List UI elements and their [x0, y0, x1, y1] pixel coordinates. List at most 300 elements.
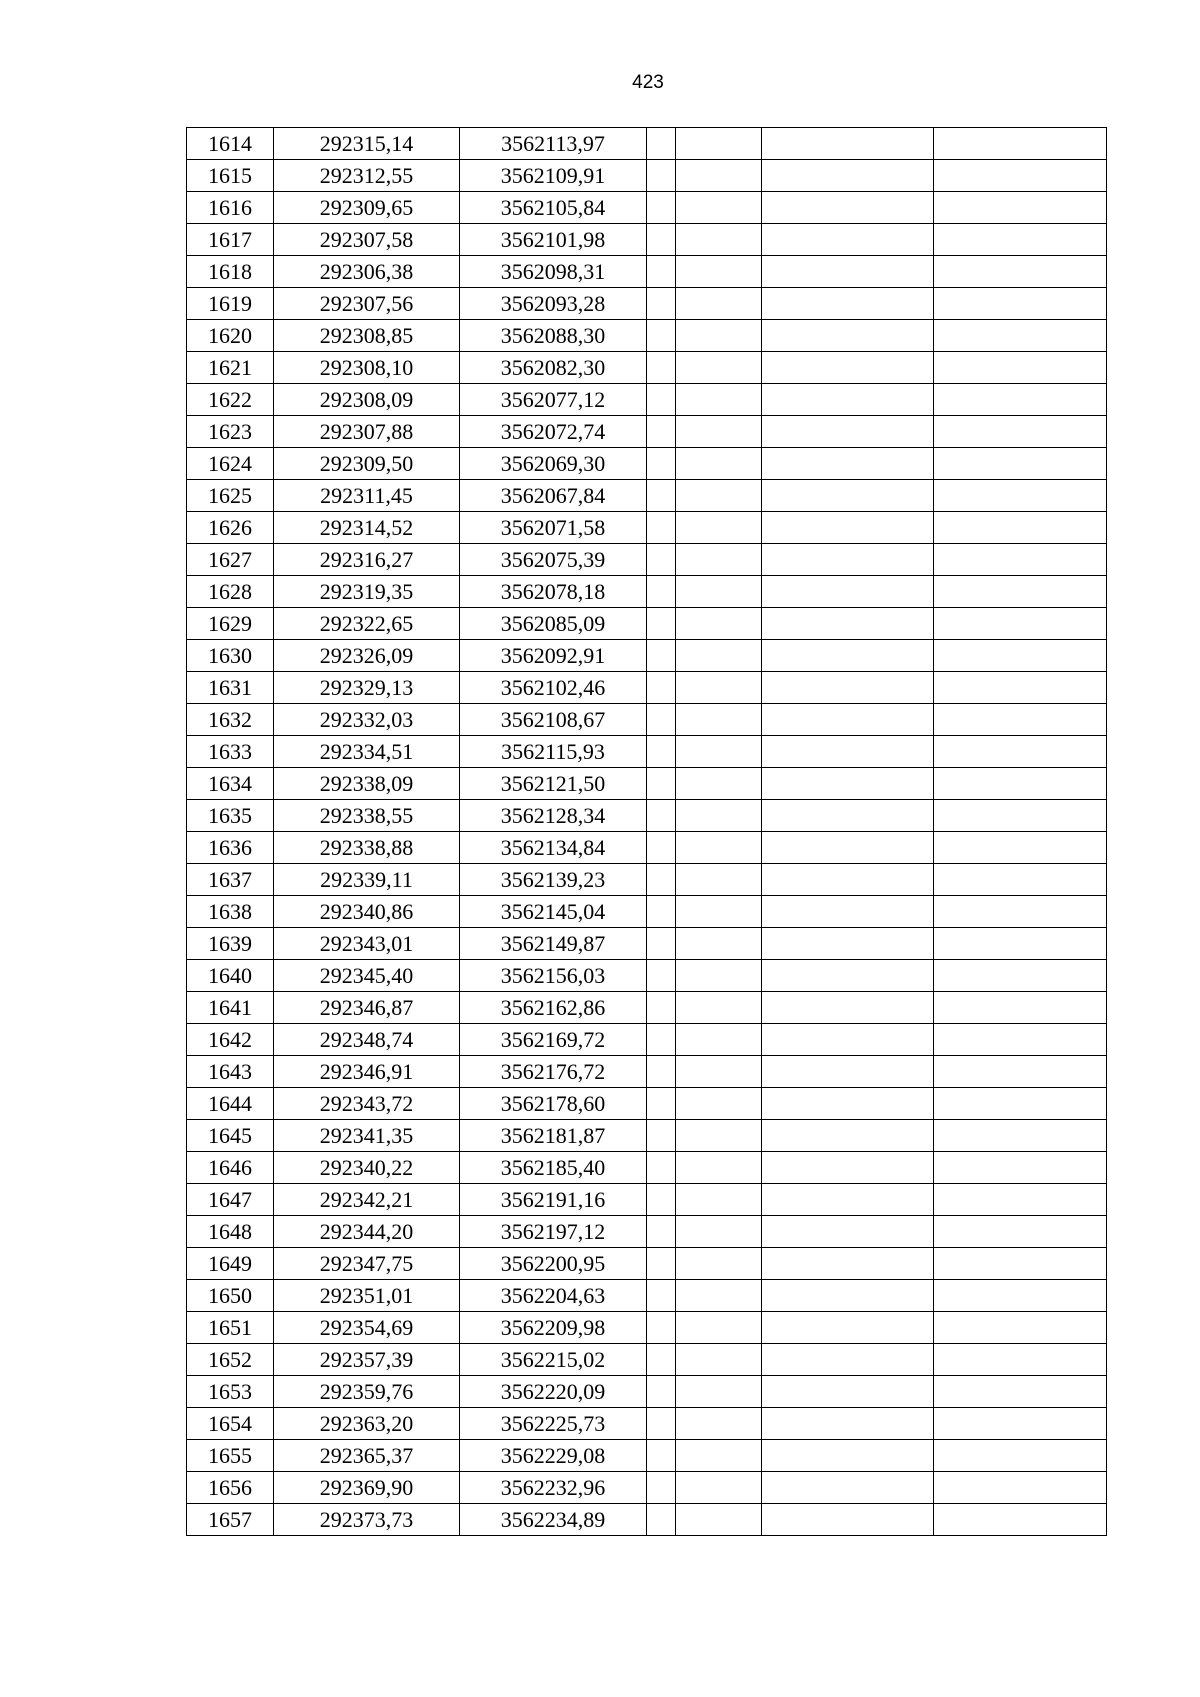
empty-cell	[934, 800, 1107, 832]
y-coordinate-cell: 3562128,34	[460, 800, 647, 832]
empty-cell	[762, 1440, 934, 1472]
empty-cell	[934, 672, 1107, 704]
x-coordinate-cell: 292338,55	[274, 800, 460, 832]
x-coordinate-cell: 292363,20	[274, 1408, 460, 1440]
y-coordinate-cell: 3562108,67	[460, 704, 647, 736]
coordinates-table	[186, 127, 1107, 1536]
table-row	[187, 1344, 1107, 1376]
empty-cell	[647, 512, 676, 544]
empty-cell	[762, 1472, 934, 1504]
empty-cell	[762, 288, 934, 320]
empty-cell	[647, 1088, 676, 1120]
y-coordinate-cell: 3562229,08	[460, 1440, 647, 1472]
empty-cell	[676, 1024, 762, 1056]
empty-cell	[934, 1024, 1107, 1056]
empty-cell	[676, 480, 762, 512]
empty-cell	[676, 1344, 762, 1376]
empty-cell	[676, 1120, 762, 1152]
point-number-cell: 1654	[187, 1408, 274, 1440]
empty-cell	[934, 896, 1107, 928]
empty-cell	[676, 608, 762, 640]
y-coordinate-cell: 3562220,09	[460, 1376, 647, 1408]
empty-cell	[934, 512, 1107, 544]
empty-cell	[676, 1248, 762, 1280]
y-coordinate-cell: 3562092,91	[460, 640, 647, 672]
empty-cell	[676, 1472, 762, 1504]
empty-cell	[676, 928, 762, 960]
y-coordinate-cell: 3562134,84	[460, 832, 647, 864]
x-coordinate-cell: 292351,01	[274, 1280, 460, 1312]
empty-cell	[676, 384, 762, 416]
table-row	[187, 1024, 1107, 1056]
empty-cell	[934, 928, 1107, 960]
empty-cell	[647, 640, 676, 672]
x-coordinate-cell: 292373,73	[274, 1504, 460, 1536]
x-coordinate-cell: 292322,65	[274, 608, 460, 640]
x-coordinate-cell: 292342,21	[274, 1184, 460, 1216]
table-row	[187, 1056, 1107, 1088]
empty-cell	[762, 736, 934, 768]
empty-cell	[762, 128, 934, 160]
empty-cell	[676, 576, 762, 608]
empty-cell	[934, 768, 1107, 800]
point-number-cell: 1655	[187, 1440, 274, 1472]
table-row	[187, 736, 1107, 768]
table-row	[187, 160, 1107, 192]
table-row	[187, 320, 1107, 352]
empty-cell	[676, 1312, 762, 1344]
table-row	[187, 288, 1107, 320]
empty-cell	[647, 1344, 676, 1376]
empty-cell	[676, 1216, 762, 1248]
empty-cell	[762, 704, 934, 736]
empty-cell	[676, 704, 762, 736]
point-number-cell: 1647	[187, 1184, 274, 1216]
empty-cell	[934, 288, 1107, 320]
empty-cell	[647, 800, 676, 832]
table-row	[187, 1312, 1107, 1344]
empty-cell	[934, 1248, 1107, 1280]
y-coordinate-cell: 3562105,84	[460, 192, 647, 224]
table-row	[187, 544, 1107, 576]
point-number-cell: 1619	[187, 288, 274, 320]
y-coordinate-cell: 3562178,60	[460, 1088, 647, 1120]
point-number-cell: 1631	[187, 672, 274, 704]
x-coordinate-cell: 292308,09	[274, 384, 460, 416]
empty-cell	[934, 224, 1107, 256]
empty-cell	[762, 832, 934, 864]
point-number-cell: 1625	[187, 480, 274, 512]
table-row	[187, 512, 1107, 544]
table-row	[187, 992, 1107, 1024]
empty-cell	[762, 1408, 934, 1440]
y-coordinate-cell: 3562215,02	[460, 1344, 647, 1376]
x-coordinate-cell: 292346,87	[274, 992, 460, 1024]
table-row	[187, 224, 1107, 256]
empty-cell	[647, 1024, 676, 1056]
y-coordinate-cell: 3562088,30	[460, 320, 647, 352]
empty-cell	[676, 1376, 762, 1408]
x-coordinate-cell: 292354,69	[274, 1312, 460, 1344]
x-coordinate-cell: 292338,88	[274, 832, 460, 864]
y-coordinate-cell: 3562225,73	[460, 1408, 647, 1440]
empty-cell	[934, 480, 1107, 512]
empty-cell	[934, 1056, 1107, 1088]
x-coordinate-cell: 292339,11	[274, 864, 460, 896]
empty-cell	[762, 864, 934, 896]
empty-cell	[762, 320, 934, 352]
point-number-cell: 1634	[187, 768, 274, 800]
y-coordinate-cell: 3562067,84	[460, 480, 647, 512]
point-number-cell: 1638	[187, 896, 274, 928]
y-coordinate-cell: 3562232,96	[460, 1472, 647, 1504]
x-coordinate-cell: 292346,91	[274, 1056, 460, 1088]
empty-cell	[934, 320, 1107, 352]
empty-cell	[762, 384, 934, 416]
table-row	[187, 672, 1107, 704]
point-number-cell: 1630	[187, 640, 274, 672]
point-number-cell: 1651	[187, 1312, 274, 1344]
empty-cell	[934, 608, 1107, 640]
x-coordinate-cell: 292359,76	[274, 1376, 460, 1408]
empty-cell	[762, 1312, 934, 1344]
point-number-cell: 1637	[187, 864, 274, 896]
table-row	[187, 1376, 1107, 1408]
empty-cell	[676, 1088, 762, 1120]
point-number-cell: 1620	[187, 320, 274, 352]
point-number-cell: 1626	[187, 512, 274, 544]
x-coordinate-cell: 292332,03	[274, 704, 460, 736]
table-row	[187, 416, 1107, 448]
empty-cell	[676, 1504, 762, 1536]
point-number-cell: 1640	[187, 960, 274, 992]
empty-cell	[676, 1408, 762, 1440]
y-coordinate-cell: 3562169,72	[460, 1024, 647, 1056]
empty-cell	[762, 416, 934, 448]
table-row	[187, 1216, 1107, 1248]
empty-cell	[762, 352, 934, 384]
empty-cell	[647, 1056, 676, 1088]
empty-cell	[676, 224, 762, 256]
empty-cell	[647, 224, 676, 256]
empty-cell	[647, 1440, 676, 1472]
table-row	[187, 448, 1107, 480]
x-coordinate-cell: 292308,10	[274, 352, 460, 384]
empty-cell	[762, 448, 934, 480]
empty-cell	[762, 1120, 934, 1152]
x-coordinate-cell: 292340,86	[274, 896, 460, 928]
x-coordinate-cell: 292309,65	[274, 192, 460, 224]
y-coordinate-cell: 3562204,63	[460, 1280, 647, 1312]
x-coordinate-cell: 292319,35	[274, 576, 460, 608]
x-coordinate-cell: 292365,37	[274, 1440, 460, 1472]
point-number-cell: 1635	[187, 800, 274, 832]
empty-cell	[647, 384, 676, 416]
point-number-cell: 1649	[187, 1248, 274, 1280]
empty-cell	[762, 1344, 934, 1376]
x-coordinate-cell: 292357,39	[274, 1344, 460, 1376]
empty-cell	[676, 416, 762, 448]
y-coordinate-cell: 3562085,09	[460, 608, 647, 640]
empty-cell	[934, 1280, 1107, 1312]
empty-cell	[647, 928, 676, 960]
empty-cell	[934, 448, 1107, 480]
empty-cell	[647, 160, 676, 192]
empty-cell	[934, 832, 1107, 864]
point-number-cell: 1632	[187, 704, 274, 736]
y-coordinate-cell: 3562069,30	[460, 448, 647, 480]
empty-cell	[934, 192, 1107, 224]
x-coordinate-cell: 292309,50	[274, 448, 460, 480]
y-coordinate-cell: 3562082,30	[460, 352, 647, 384]
empty-cell	[647, 1216, 676, 1248]
table-row	[187, 1408, 1107, 1440]
table-row	[187, 704, 1107, 736]
empty-cell	[676, 320, 762, 352]
point-number-cell: 1643	[187, 1056, 274, 1088]
empty-cell	[647, 1280, 676, 1312]
y-coordinate-cell: 3562156,03	[460, 960, 647, 992]
empty-cell	[676, 544, 762, 576]
empty-cell	[676, 288, 762, 320]
empty-cell	[762, 768, 934, 800]
table-row	[187, 480, 1107, 512]
empty-cell	[762, 640, 934, 672]
x-coordinate-cell: 292306,38	[274, 256, 460, 288]
table-row	[187, 192, 1107, 224]
empty-cell	[762, 1056, 934, 1088]
x-coordinate-cell: 292338,09	[274, 768, 460, 800]
empty-cell	[647, 1152, 676, 1184]
point-number-cell: 1641	[187, 992, 274, 1024]
empty-cell	[676, 512, 762, 544]
empty-cell	[934, 416, 1107, 448]
y-coordinate-cell: 3562185,40	[460, 1152, 647, 1184]
empty-cell	[676, 192, 762, 224]
y-coordinate-cell: 3562176,72	[460, 1056, 647, 1088]
empty-cell	[934, 864, 1107, 896]
empty-cell	[934, 256, 1107, 288]
point-number-cell: 1644	[187, 1088, 274, 1120]
empty-cell	[762, 1504, 934, 1536]
y-coordinate-cell: 3562115,93	[460, 736, 647, 768]
empty-cell	[934, 128, 1107, 160]
y-coordinate-cell: 3562109,91	[460, 160, 647, 192]
point-number-cell: 1616	[187, 192, 274, 224]
table-row	[187, 896, 1107, 928]
empty-cell	[934, 1216, 1107, 1248]
point-number-cell: 1650	[187, 1280, 274, 1312]
table-row	[187, 768, 1107, 800]
empty-cell	[647, 320, 676, 352]
x-coordinate-cell: 292343,01	[274, 928, 460, 960]
x-coordinate-cell: 292311,45	[274, 480, 460, 512]
empty-cell	[676, 448, 762, 480]
empty-cell	[934, 1440, 1107, 1472]
empty-cell	[647, 768, 676, 800]
empty-cell	[676, 1056, 762, 1088]
point-number-cell: 1624	[187, 448, 274, 480]
empty-cell	[762, 1280, 934, 1312]
empty-cell	[762, 1024, 934, 1056]
y-coordinate-cell: 3562209,98	[460, 1312, 647, 1344]
empty-cell	[676, 128, 762, 160]
table-row	[187, 928, 1107, 960]
empty-cell	[647, 1472, 676, 1504]
x-coordinate-cell: 292314,52	[274, 512, 460, 544]
empty-cell	[762, 224, 934, 256]
empty-cell	[647, 1408, 676, 1440]
empty-cell	[762, 800, 934, 832]
x-coordinate-cell: 292369,90	[274, 1472, 460, 1504]
empty-cell	[762, 960, 934, 992]
empty-cell	[676, 992, 762, 1024]
y-coordinate-cell: 3562113,97	[460, 128, 647, 160]
y-coordinate-cell: 3562149,87	[460, 928, 647, 960]
x-coordinate-cell: 292326,09	[274, 640, 460, 672]
point-number-cell: 1653	[187, 1376, 274, 1408]
empty-cell	[934, 1472, 1107, 1504]
x-coordinate-cell: 292344,20	[274, 1216, 460, 1248]
empty-cell	[934, 1088, 1107, 1120]
table-row	[187, 960, 1107, 992]
point-number-cell: 1627	[187, 544, 274, 576]
empty-cell	[934, 1120, 1107, 1152]
empty-cell	[762, 480, 934, 512]
empty-cell	[676, 1280, 762, 1312]
y-coordinate-cell: 3562121,50	[460, 768, 647, 800]
empty-cell	[934, 1312, 1107, 1344]
point-number-cell: 1621	[187, 352, 274, 384]
empty-cell	[762, 1152, 934, 1184]
empty-cell	[762, 608, 934, 640]
point-number-cell: 1648	[187, 1216, 274, 1248]
empty-cell	[762, 192, 934, 224]
table-row	[187, 256, 1107, 288]
empty-cell	[676, 352, 762, 384]
x-coordinate-cell: 292347,75	[274, 1248, 460, 1280]
empty-cell	[934, 352, 1107, 384]
point-number-cell: 1656	[187, 1472, 274, 1504]
x-coordinate-cell: 292334,51	[274, 736, 460, 768]
point-number-cell: 1628	[187, 576, 274, 608]
empty-cell	[647, 256, 676, 288]
x-coordinate-cell: 292340,22	[274, 1152, 460, 1184]
table-row	[187, 1472, 1107, 1504]
table-row	[187, 128, 1107, 160]
empty-cell	[647, 480, 676, 512]
table-row	[187, 608, 1107, 640]
empty-cell	[762, 544, 934, 576]
point-number-cell: 1645	[187, 1120, 274, 1152]
empty-cell	[647, 192, 676, 224]
empty-cell	[676, 160, 762, 192]
empty-cell	[762, 160, 934, 192]
x-coordinate-cell: 292348,74	[274, 1024, 460, 1056]
empty-cell	[647, 1248, 676, 1280]
table-row	[187, 384, 1107, 416]
point-number-cell: 1642	[187, 1024, 274, 1056]
empty-cell	[762, 672, 934, 704]
empty-cell	[676, 1440, 762, 1472]
y-coordinate-cell: 3562093,28	[460, 288, 647, 320]
empty-cell	[762, 928, 934, 960]
point-number-cell: 1652	[187, 1344, 274, 1376]
table-row	[187, 1280, 1107, 1312]
point-number-cell: 1623	[187, 416, 274, 448]
table-row	[187, 1248, 1107, 1280]
empty-cell	[676, 1152, 762, 1184]
empty-cell	[762, 576, 934, 608]
empty-cell	[676, 736, 762, 768]
x-coordinate-cell: 292329,13	[274, 672, 460, 704]
x-coordinate-cell: 292307,58	[274, 224, 460, 256]
empty-cell	[647, 704, 676, 736]
empty-cell	[762, 1184, 934, 1216]
empty-cell	[676, 960, 762, 992]
table-row	[187, 640, 1107, 672]
empty-cell	[647, 992, 676, 1024]
empty-cell	[934, 1152, 1107, 1184]
y-coordinate-cell: 3562072,74	[460, 416, 647, 448]
empty-cell	[934, 640, 1107, 672]
point-number-cell: 1618	[187, 256, 274, 288]
empty-cell	[934, 960, 1107, 992]
y-coordinate-cell: 3562200,95	[460, 1248, 647, 1280]
empty-cell	[676, 800, 762, 832]
empty-cell	[762, 896, 934, 928]
x-coordinate-cell: 292312,55	[274, 160, 460, 192]
point-number-cell: 1657	[187, 1504, 274, 1536]
point-number-cell: 1617	[187, 224, 274, 256]
empty-cell	[647, 288, 676, 320]
empty-cell	[647, 544, 676, 576]
empty-cell	[762, 992, 934, 1024]
table-row	[187, 1152, 1107, 1184]
table-row	[187, 576, 1107, 608]
coordinates-table-body	[187, 128, 1107, 1536]
empty-cell	[647, 1504, 676, 1536]
y-coordinate-cell: 3562078,18	[460, 576, 647, 608]
table-row	[187, 1504, 1107, 1536]
y-coordinate-cell: 3562071,58	[460, 512, 647, 544]
empty-cell	[934, 736, 1107, 768]
y-coordinate-cell: 3562102,46	[460, 672, 647, 704]
empty-cell	[676, 640, 762, 672]
y-coordinate-cell: 3562077,12	[460, 384, 647, 416]
empty-cell	[647, 352, 676, 384]
point-number-cell: 1639	[187, 928, 274, 960]
empty-cell	[647, 128, 676, 160]
y-coordinate-cell: 3562162,86	[460, 992, 647, 1024]
empty-cell	[647, 1120, 676, 1152]
y-coordinate-cell: 3562145,04	[460, 896, 647, 928]
x-coordinate-cell: 292308,85	[274, 320, 460, 352]
empty-cell	[934, 1184, 1107, 1216]
y-coordinate-cell: 3562234,89	[460, 1504, 647, 1536]
empty-cell	[647, 608, 676, 640]
table-row	[187, 1088, 1107, 1120]
table-row	[187, 352, 1107, 384]
empty-cell	[676, 768, 762, 800]
empty-cell	[647, 576, 676, 608]
table-row	[187, 832, 1107, 864]
empty-cell	[934, 1408, 1107, 1440]
x-coordinate-cell: 292307,88	[274, 416, 460, 448]
empty-cell	[676, 864, 762, 896]
empty-cell	[676, 896, 762, 928]
table-row	[187, 1440, 1107, 1472]
